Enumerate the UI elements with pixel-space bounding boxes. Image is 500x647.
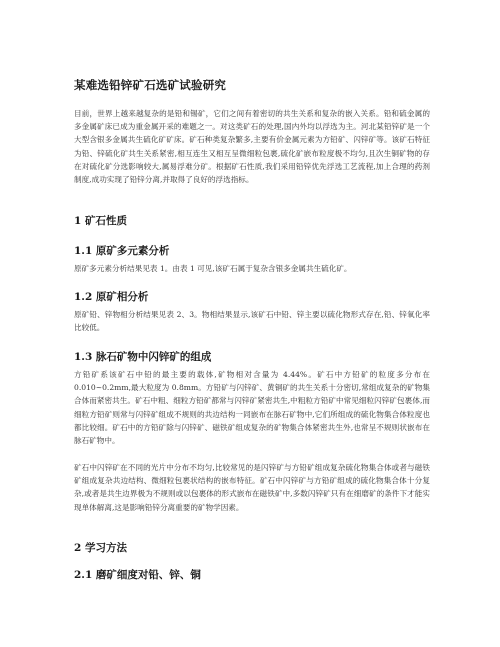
section-heading-1-2: 1.2 原矿相分析 (74, 291, 149, 303)
section-1-3-text-1: 方铅矿系该矿石中铅的最主要的载体,矿物相对含量为 4.44%。矿石中方铅矿的粒度多分布在 0.010~0.2mm,最大粒度为 0.8mm。方铅矿与闪锌矿、黄铜矿的共生关系十分密切,常组成复杂的矿物集合体而紧密共生。矿石中粗、细粒方铅矿都常与闪锌矿紧密共生,中粗粒方铅矿中常见细粒闪锌矿包裹体,而细粒方铅矿则常与闪锌矿组成不规则的共边结构一同嵌布在脉石矿物中,它们所组成的硫化物集合体粒度也都比较细。矿石中的方铅矿除与闪锌矿、磁铁矿组成复杂的矿物集合体紧密共生外,也常呈不规则状嵌布在脉石矿物中。 (74, 370, 430, 446)
section-1-1-text: 原矿多元素分析结果见表 1。由表 1 可见,该矿石属于复杂含银多金属共生硫化矿。 (74, 264, 352, 273)
section-heading-2: 2 学习方法 (74, 542, 127, 554)
section-heading-1: 1 矿石性质 (74, 215, 127, 227)
section-heading-2-1: 2.1 磨矿细度对铅、锌、铜 (74, 569, 201, 581)
section-heading-1-1: 1.1 原矿多元素分析 (74, 245, 170, 257)
section-1-2-text: 原矿铅、锌物相分析结果见表 2、3。物相结果显示,该矿石中铅、锌主要以硫化物形式存在,铅、锌氧化率比较低。 (74, 310, 430, 333)
intro-paragraph: 目前，世界上越来越复杂的是铅和锡矿，它们之间有着密切的共生关系和复杂的嵌入关系。铅和硫金属的多金属矿床已成为重金属开采的难题之一。对这类矿石的处理,国内外均以浮选为主。河北某铅锌矿是一个大型含银多金属共生硫化矿矿床。矿石种类复杂繁多,主要有价金属元素为方铅矿、闪锌矿等。该矿石特征为铅、锌硫化矿共生关系紧密,相互连生又相互呈微细粒包裹,硫化矿嵌布粒度极不均匀,且次生铜矿物的存在对硫化矿分选影响较大,属易浮难分矿。根据矿石性质,我们采用铅锌优先浮选工艺流程,加上合理的药剂制度,成功实现了铅锌分离,并取得了良好的浮选指标。 (74, 109, 430, 185)
section-heading-1-3: 1.3 脉石矿物中闪锌矿的组成 (74, 351, 212, 363)
section-1-3-text-2: 矿石中闪锌矿在不同的光片中分布不均匀,比较常见的是闪锌矿与方铅矿组成复杂硫化物集合体或者与磁铁矿组成复杂共边结构、微细粒包裹状结构的嵌布特征。矿石中闪锌矿与方铅矿组成的硫化物集合体十分复杂,或者是共生边界极为不规则或以包裹体的形式嵌布在磁铁矿中,多数闪锌矿只有在细磨矿的条件下才能实现单体解离,这是影响铅锌分离重要的矿物学因素。 (74, 463, 430, 512)
document-title: 某难选铅锌矿石选矿试验研究 (74, 78, 227, 92)
